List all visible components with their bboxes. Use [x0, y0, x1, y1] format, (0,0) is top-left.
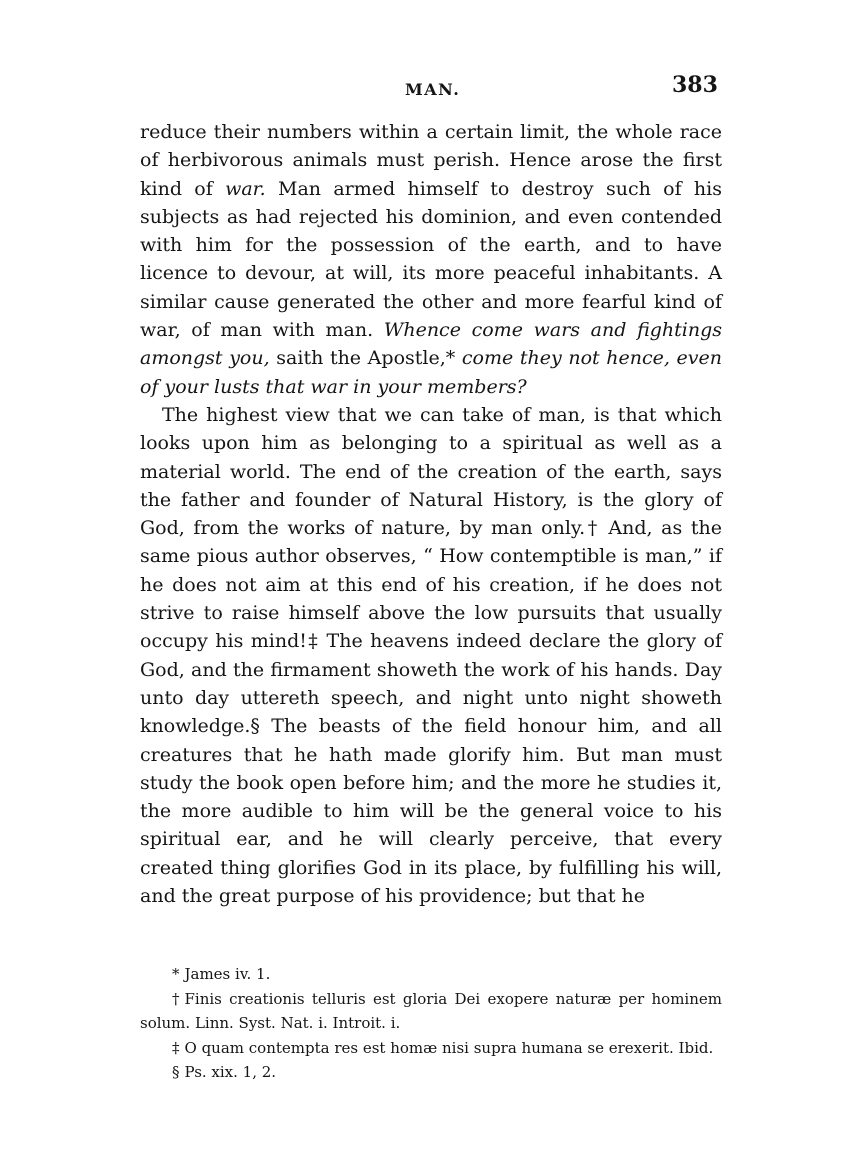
footnote-symbol: † [172, 989, 180, 1008]
footnote-4 [140, 1060, 722, 1085]
footnote-1 [140, 962, 722, 987]
footnote-2 [140, 987, 722, 1036]
p1-text-2: Man armed himself to destroy such of his subjects as had rejected his dominion, and even contended with him for the possession of the earth, and to have licence to devour, at will, its more peaceful inhabitants. A similar cause generated the other and more fearful kind of war, of man with man. [140, 177, 722, 342]
footnote-3 [140, 1036, 722, 1061]
footnote-symbol: ‡ [172, 1038, 180, 1057]
footnotes [140, 962, 722, 1085]
footnote-text: James iv. 1. [184, 965, 271, 983]
p1-text-3: saith the Apostle,* [269, 347, 462, 370]
footnote-text: Finis creationis telluris est gloria Dei exopere naturæ per hominem solum. Linn. Syst. Nat. i. Introit. i. [140, 989, 722, 1032]
paragraph-2: The highest view that we can take of man, is that which looks upon him as belonging to a spiritual as well as a material world. The end of the creation of the earth, says the father and founder of Natural History, is the glory of God, from the works of nature, by man only.† And, as the same pious author observes, “ How contemptible is man,” if he does not aim at this end of his creation, if he does not strive to raise himself above the low pursuits that usually occupy his mind!‡ The heavens indeed declare the glory of God, and the firmament showeth the work of his hands. Day unto day uttereth speech, and night unto night showeth knowledge.§ The beasts of the field honour him, and all creatures that he hath made glorify him. But man must study the book open before him; and the more he studies it, the more audible to him will be the general voice to his spiritual ear, and he will clearly perceive, that every created thing glorifies God in its place, by fulfilling his will, and the great purpose of his providence; but that he [140, 403, 722, 908]
p1-italic-quote-2: come they not hence, even of your lusts that war in your members? [140, 347, 723, 398]
footnote-text: Ps. xix. 1, 2. [184, 1063, 277, 1081]
page-header [0, 72, 850, 106]
p1-text-1: reduce their numbers within a certain limit, the whole race of herbivorous animals must perish. Hence arose the first kind of [140, 121, 722, 200]
page-number: 383 [672, 72, 718, 98]
p1-italic-quote-1: Whence come wars and fightings amongst you, [140, 319, 723, 370]
body-text [140, 118, 722, 910]
footnote-symbol: § [172, 1063, 180, 1081]
footnote-text: O quam contempta res est homæ nisi supra humana se erexerit. Ibid. [184, 1038, 714, 1057]
running-head: MAN. [405, 80, 461, 99]
paragraph-1 [140, 118, 722, 401]
footnote-symbol: * [172, 965, 180, 983]
p1-italic-war: war. [225, 177, 266, 200]
